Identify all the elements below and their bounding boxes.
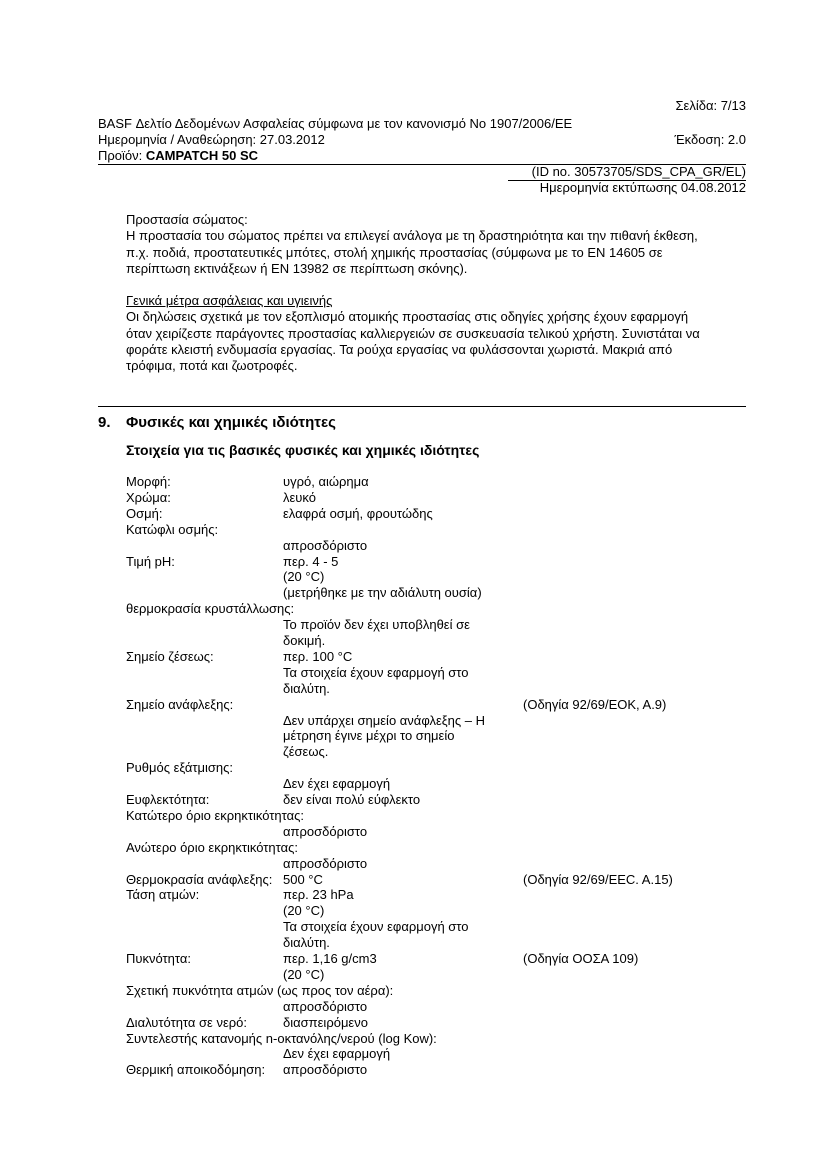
property-label: Κατώφλι οσμής:: [126, 521, 219, 537]
property-value: απροσδόριστο: [283, 537, 368, 553]
general-measures-line: τρόφιμα, ποτά και ζωοτροφές.: [126, 358, 298, 374]
product-name: CAMPATCH 50 SC: [145, 148, 259, 163]
property-label: Πυκνότητα:: [126, 951, 191, 966]
property-value: 500 °C: [283, 871, 323, 887]
property-label: Σημείο ανάφλεξης:: [126, 696, 234, 712]
property-note: (Οδηγία 92/69/EEC. A.15): [523, 871, 673, 887]
property-value: περ. 100 °C: [283, 648, 353, 664]
property-value: περ. 23 hPa: [283, 887, 354, 903]
property-value: Δεν έχει εφαρμογή: [283, 1046, 391, 1062]
property-value: (20 °C): [283, 569, 325, 585]
property-label: Ευφλεκτότητα:: [126, 792, 210, 807]
property-label: Ανώτερο όριο εκρηκτικότητας:: [126, 839, 298, 855]
property-value: διαλύτη.: [283, 680, 330, 696]
body-protection-block: [126, 212, 756, 277]
property-label: Συντελεστής κατανομής n-οκτανόλης/νερού (log Kow):: [126, 1030, 437, 1046]
version: Έκδοση: 2.0: [674, 132, 746, 147]
property-value: ελαφρά οσμή, φρουτώδης: [283, 505, 433, 521]
property-note: (Οδηγία ΟΟΣΑ 109): [523, 951, 639, 966]
section-title: Φυσικές και χημικές ιδιότητες: [126, 414, 336, 431]
body-protection-line: περίπτωση εκτινάξεων ή EN 13982 σε περίπτωση σκόνης).: [126, 260, 468, 276]
property-label: Ρυθμός εξάτμισης:: [126, 760, 234, 776]
document-id: (ID no. 30573705/SDS_CPA_GR/EL): [531, 164, 746, 179]
general-measures-block: [126, 293, 756, 374]
body-protection-heading: Προστασία σώματος:: [126, 212, 248, 227]
section-rule: [98, 406, 746, 407]
general-measures-line: φοράτε κλειστή ενδυμασία εργασίας. Τα ρούχα εργασίας να φυλάσσονται χωριστά. Μακριά από: [126, 341, 673, 357]
document-title: BASF Δελτίο Δεδομένων Ασφαλείας σύμφωνα με τον κανονισμό Νο 1907/2006/ΕΕ: [98, 116, 573, 131]
property-value: διασπειρόμενο: [283, 1014, 368, 1030]
property-label: Σημείο ζέσεως:: [126, 648, 214, 664]
property-value: ζέσεως.: [283, 744, 329, 760]
property-label: Μορφή:: [126, 474, 171, 489]
property-value: απροσδόριστο: [283, 855, 368, 871]
property-label: θερμοκρασία κρυστάλλωσης:: [126, 601, 295, 617]
product-line: [98, 148, 258, 164]
property-label: Σχετική πυκνότητα ατμών (ως προς τον αέρα):: [126, 982, 394, 998]
property-value: διαλύτη.: [283, 935, 330, 951]
property-value: Δεν υπάρχει σημείο ανάφλεξης – Η: [283, 712, 485, 728]
property-value: μέτρηση έγινε μέχρι το σημείο: [283, 728, 455, 744]
property-value: απροσδόριστο: [283, 998, 368, 1014]
property-value: λευκό: [283, 489, 316, 505]
body-protection-line: Η προστασία του σώματος πρέπει να επιλεγεί ανάλογα με τη δραστηριότητα και την πιθανή έκθεση,: [126, 228, 698, 244]
section-subtitle: Στοιχεία για τις βασικές φυσικές και χημικές ιδιότητες: [126, 442, 480, 458]
general-measures-line: Οι δηλώσεις σχετικά με τον εξοπλισμό ατομικής προστασίας στις οδηγίες χρήσης έχουν εφαρμογή: [126, 309, 689, 325]
property-value: περ. 4 - 5: [283, 553, 339, 569]
property-value: δεν είναι πολύ εύφλεκτο: [283, 792, 421, 807]
general-measures-heading: Γενικά μέτρα ασφάλειας και υγιεινής: [126, 293, 333, 308]
property-label: Θερμική αποικοδόμηση:: [126, 1062, 266, 1078]
property-label: Τάση ατμών:: [126, 887, 200, 903]
revision-date: Ημερομηνία / Αναθεώρηση: 27.03.2012: [98, 132, 325, 147]
property-note: (Οδηγία 92/69/ΕΟΚ, Α.9): [523, 696, 667, 712]
property-label: Οσμή:: [126, 505, 163, 521]
property-value: Τα στοιχεία έχουν εφαρμογή στο: [283, 919, 469, 935]
page-number: Σελίδα: 7/13: [675, 98, 746, 113]
property-label: Διαλυτότητα σε νερό:: [126, 1014, 247, 1030]
property-label: Κατώτερο όριο εκρηκτικότητας:: [126, 807, 305, 823]
property-value: απροσδόριστο: [283, 1062, 368, 1078]
property-value: απροσδόριστο: [283, 823, 368, 839]
property-label: Θερμοκρασία ανάφλεξης:: [126, 871, 273, 887]
property-label: Τιμή pH:: [126, 553, 175, 569]
product-label: Προϊόν:: [98, 148, 146, 163]
property-value: υγρό, αιώρημα: [283, 474, 369, 489]
property-value: (20 °C): [283, 903, 325, 919]
print-date: Ημερομηνία εκτύπωσης 04.08.2012: [539, 180, 746, 195]
property-value: Το προϊόν δεν έχει υποβληθεί σε: [283, 617, 470, 633]
property-label: Χρώμα:: [126, 489, 171, 505]
property-value: (20 °C): [283, 966, 325, 982]
general-measures-line: όταν χειρίζεστε παράγοντες προστασίας καλλιεργειών σε συσκευασία τελικού χρήστη. Συνιστάται να: [126, 325, 700, 341]
property-value: περ. 1,16 g/cm3: [283, 951, 377, 966]
property-value: Τα στοιχεία έχουν εφαρμογή στο: [283, 664, 469, 680]
property-value: δοκιμή.: [283, 633, 326, 648]
section-number: 9.: [98, 414, 111, 431]
property-value: Δεν έχει εφαρμογή: [283, 776, 391, 792]
property-value: (μετρήθηκε με την αδιάλυτη ουσία): [283, 585, 482, 601]
body-protection-line: π.χ. ποδιά, προστατευτικές μπότες, στολή χημικής προστασίας (σύμφωνα με το ΕΝ 14605 σε: [126, 244, 663, 260]
